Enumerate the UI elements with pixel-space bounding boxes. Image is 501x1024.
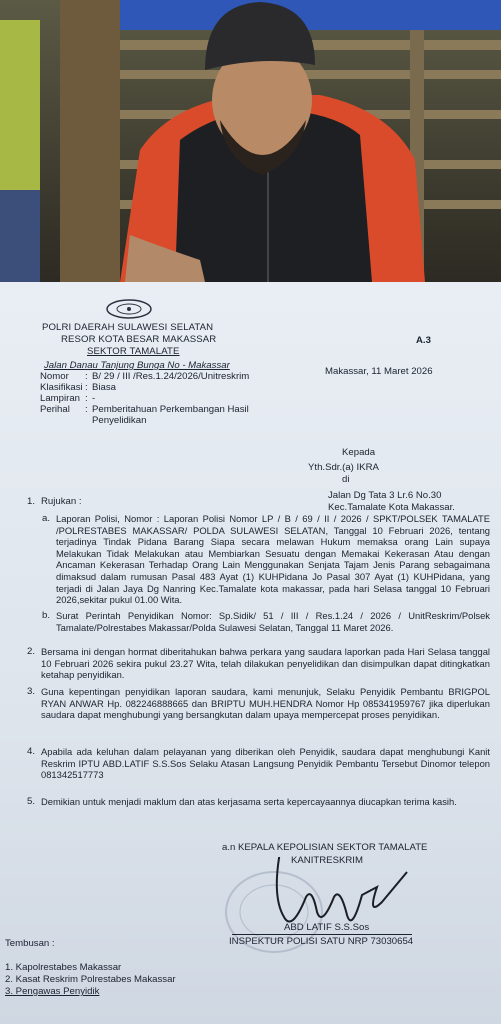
paragraph-number: 4. <box>27 746 36 757</box>
paragraph-number: 2. <box>27 646 36 657</box>
signature-line-2: KANITRESKRIM <box>291 855 363 866</box>
meta-value-nomor: B/ 29 / III /Res.1.24/2026/Unitreskrim <box>92 371 250 382</box>
recipient-address-1: Jalan Dg Tata 3 Lr.6 No.30 <box>328 490 442 501</box>
meta-value-perihal-cont: Penyelidikan <box>92 415 147 426</box>
agency-line-2: RESOR KOTA BESAR MAKASSAR <box>61 334 217 345</box>
letter-document <box>0 282 501 1024</box>
paragraph-2-text: Bersama ini dengan hormat diberitahukan bahwa perkara yang saudara laporkan pada Hari Selasa tanggal 10 Februari 2026 sekira pukul 23.27 Wita, telah dilakukan penyelidikan dan disimpulkan dapat ditingkatkan ketahap penyidikan. <box>41 646 490 681</box>
signature-line-1: a.n KEPALA KEPOLISIAN SEKTOR TAMALATE <box>222 842 428 853</box>
police-emblem-icon <box>104 298 154 320</box>
meta-value-lampiran: - <box>92 393 96 404</box>
tembusan-item: 2. Kasat Reskrim Polrestabes Makassar <box>5 974 176 985</box>
paragraph-number: 3. <box>27 686 36 697</box>
meta-colon: : <box>85 393 88 404</box>
tembusan-item: 3. Pengawas Penyidik <box>5 986 100 997</box>
meta-label-klasifikasi: Klasifikasi <box>40 382 83 393</box>
header-photo <box>0 0 501 282</box>
agency-line-3: SEKTOR TAMALATE <box>87 346 180 357</box>
rujukan-a-text: Laporan Polisi, Nomor : Laporan Polisi Nomor LP / B / 69 / II / 2026 / SPKT/POLSEK TAMALATE /POLRESTABES MAKASSAR/ POLDA SULAWESI SELATAN, Tanggal 10 Februari 2026, tentang terjadinya Tindak Pidana Barang Siapa secara melawan Hukum memaksa orang Lain supaya Melakukan Tidak Melakukan atau Membiarkan Sesuatu dengan Memakai Kekerasan Atau dengan Ancaman Kekerasan Terhadap Orang Lain Menggunakan Senjata Tajam Jenis Parang sebagaimana dimaksud dalam rumusan Pasal 483 Ayat (1) KUHPidana Jo Pasal 307 Ayat (1) KUHPidana, yang terjadi di Jalan Jaya Dg Nanring Kec.Tamalate kota makassar, pada hari Selasa tanggal 10 Februari 2026,sekitar pukul 01.00 Wita. <box>56 513 490 606</box>
place-date: Makassar, 11 Maret 2026 <box>325 366 433 377</box>
sender-address: Jalan Danau Tanjung Bunga No - Makassar <box>44 360 230 371</box>
meta-colon: : <box>85 382 88 393</box>
recipient-di: di <box>342 474 350 485</box>
rujukan-b-text: Surat Perintah Penyidikan Nomor: Sp.Sidik/ 51 / III / Res.1.24 / 2026 / UnitReskrim/Polsek Tamalate/Polrestabes Makassar/Polda Sulawesi Selatan, Tanggal 11 Maret 2026. <box>56 610 490 633</box>
paragraph-4-text: Apabila ada keluhan dalam pelayanan yang diberikan oleh Penyidik, saudara dapat menghubungi Kanit Reskrim IPTU ABD.LATIF S.S.Sos Selaku Atasan Langsung Penyidik Pembantu Tersebut Dinomor telepon 081342517773 <box>41 746 490 781</box>
photo-illustration <box>0 0 501 282</box>
rujukan-a-label: a. <box>42 513 51 524</box>
paragraph-number: 5. <box>27 796 36 807</box>
rujukan-title: Rujukan : <box>41 496 82 507</box>
meta-label-nomor: Nomor <box>40 371 69 382</box>
recipient-address-2: Kec.Tamalate Kota Makassar. <box>328 502 455 513</box>
rujukan-b-label: b. <box>42 610 51 621</box>
tembusan-title: Tembusan : <box>5 938 55 949</box>
signatory-name: ABD LATIF S.S.Sos <box>284 922 370 933</box>
meta-value-klasifikasi: Biasa <box>92 382 116 393</box>
signature-divider <box>232 934 412 935</box>
form-code: A.3 <box>416 335 431 346</box>
meta-label-perihal: Perihal <box>40 404 70 415</box>
paragraph-5-text: Demikian untuk menjadi maklum dan atas kerjasama serta kepercayaannya diucapkan terima kasih. <box>41 796 457 807</box>
tembusan-item: 1. Kapolrestabes Makassar <box>5 962 122 973</box>
meta-colon: : <box>85 404 88 415</box>
recipient-kepada: Kepada <box>342 447 376 458</box>
meta-label-lampiran: Lampiran <box>40 393 80 404</box>
agency-line-1: POLRI DAERAH SULAWESI SELATAN <box>42 322 214 333</box>
meta-colon: : <box>85 371 88 382</box>
signatory-rank: INSPEKTUR POLISI SATU NRP 73030654 <box>229 936 414 947</box>
rujukan-number: 1. <box>27 496 36 507</box>
meta-value-perihal: Pemberitahuan Perkembangan Hasil <box>92 404 249 415</box>
recipient-name: Yth.Sdr.(a) IKRA <box>308 462 379 473</box>
paragraph-3-text: Guna kepentingan penyidikan laporan saudara, kami menunjuk, Selaku Penyidik Pembantu BRIGPOL RYAN ANWAR Hp. 082246888665 dan BRIPTU MUH.HENDRA Nomor Hp 085341959767 jika diperlukan saudara dapat menghubungi yang bersangkutan dalam upaya mempercepat proses penyidikan. <box>41 686 490 721</box>
